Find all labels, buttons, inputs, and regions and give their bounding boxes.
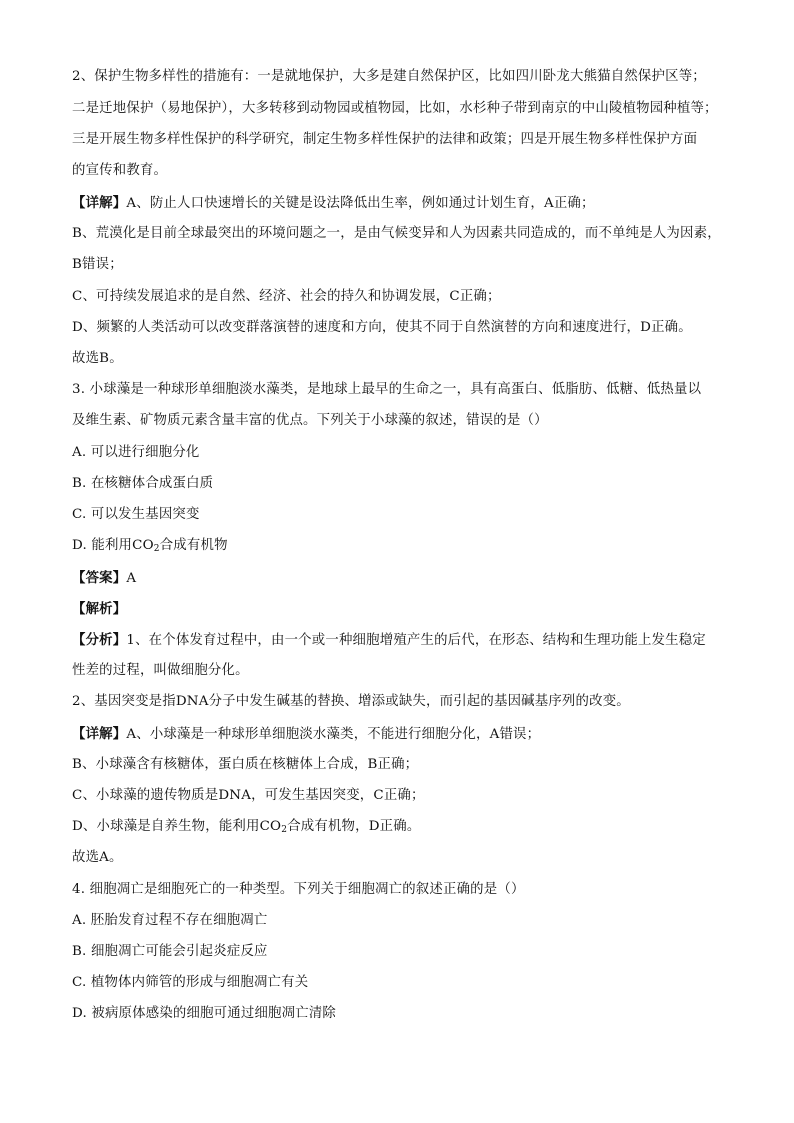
q4-option-d: D. 被病原体感染的细胞可通过细胞凋亡清除 bbox=[72, 1006, 337, 1021]
q3-detail-d-pre: D、小球藻是自养生物，能利用CO bbox=[72, 819, 282, 834]
q2-detail-a-text: A、防止人口快速增长的关键是设法降低出生率，例如通过计划生育，A正确； bbox=[126, 196, 595, 211]
q3-detail-b: B、小球藻含有核糖体，蛋白质在核糖体上合成，B正确； bbox=[72, 757, 419, 772]
q3-fenxi-1-line-2: 性差的过程，叫做细胞分化。 bbox=[72, 663, 249, 678]
q3-option-d-pre: D. 能利用CO bbox=[72, 538, 154, 553]
q3-option-d-sub: 2 bbox=[153, 544, 160, 554]
q4-stem: 4. 细胞凋亡是细胞死亡的一种类型。下列关于细胞凋亡的叙述正确的是（） bbox=[72, 882, 525, 897]
q4-option-a: A. 胚胎发育过程不存在细胞凋亡 bbox=[72, 913, 268, 928]
q2-detail-c: C、可持续发展追求的是自然、经济、社会的持久和协调发展，C正确； bbox=[72, 289, 501, 304]
q2-detail-a bbox=[72, 194, 595, 213]
q3-answer bbox=[72, 569, 136, 588]
detail-tag: 【详解】 bbox=[72, 726, 127, 742]
q3-detail-d-sub: 2 bbox=[281, 825, 288, 835]
q2-detail-b-line-1: B、荒漠化是目前全球最突出的环境问题之一，是由气候变异和人为因素共同造成的，而不单纯是人为因素， bbox=[72, 226, 721, 241]
q3-option-d bbox=[72, 537, 228, 555]
q3-detail-a-text: A、小球藻是一种球形单细胞淡水藻类，不能进行细胞分化，A错误； bbox=[126, 727, 541, 742]
q3-detail-d-post: 合成有机物，D正确。 bbox=[287, 819, 421, 834]
answer-tag: 【答案】 bbox=[72, 570, 127, 586]
q2-choose: 故选B。 bbox=[72, 351, 123, 366]
q3-choose: 故选A。 bbox=[72, 850, 123, 865]
q3-option-a: A. 可以进行细胞分化 bbox=[72, 445, 200, 460]
fenxi-tag: 【分析】 bbox=[72, 632, 127, 648]
q2-detail-d: D、频繁的人类活动可以改变群落演替的速度和方向，使其不同于自然演替的方向和速度进行，D正确。 bbox=[72, 320, 692, 335]
q3-analysis-tag: 【解析】 bbox=[72, 601, 127, 617]
q3-detail-a bbox=[72, 725, 540, 744]
q3-fenxi-1-line-1 bbox=[72, 631, 706, 650]
q3-option-c: C. 可以发生基因突变 bbox=[72, 507, 200, 522]
detail-tag: 【详解】 bbox=[72, 195, 127, 211]
q4-option-c: C. 植物体内筛管的形成与细胞凋亡有关 bbox=[72, 975, 309, 990]
q3-fenxi-1-text: 1、在个体发育过程中，由一个或一种细胞增殖产生的后代，在形态、结构和生理功能上发生稳定 bbox=[126, 633, 706, 648]
q2-measures-line-2: 二是迁地保护（易地保护），大多转移到动物园或植物园，比如，水杉种子带到南京的中山陵植物园种植等； bbox=[72, 101, 718, 116]
q3-detail-d bbox=[72, 818, 420, 836]
q3-stem-line-2: 及维生素、矿物质元素含量丰富的优点。下列关于小球藻的叙述，错误的是（） bbox=[72, 413, 548, 428]
q2-measures-line-3: 三是开展生物多样性保护的科学研究，制定生物多样性保护的法律和政策；四是开展生物多样性保护方面 bbox=[72, 132, 698, 147]
q3-stem-line-1: 3. 小球藻是一种球形单细胞淡水藻类，是地球上最早的生命之一，具有高蛋白、低脂肪、低糖、低热量以 bbox=[72, 382, 702, 397]
q3-option-b: B. 在核糖体合成蛋白质 bbox=[72, 476, 214, 491]
q2-measures-line-4: 的宣传和教育。 bbox=[72, 163, 168, 178]
q3-option-d-post: 合成有机物 bbox=[159, 538, 228, 553]
q3-fenxi-2: 2、基因突变是指DNA分子中发生碱基的替换、增添或缺失，而引起的基因碱基序列的改变。 bbox=[72, 694, 630, 709]
answer-value: A bbox=[126, 571, 137, 586]
q2-detail-b-line-2: B错误； bbox=[72, 257, 123, 272]
q3-detail-c: C、小球藻的遗传物质是DNA，可发生基因突变，C正确； bbox=[72, 788, 425, 803]
q2-measures-line-1: 2、保护生物多样性的措施有：一是就地保护，大多是建自然保护区，比如四川卧龙大熊猫自然保护区等； bbox=[72, 69, 706, 84]
q4-option-b: B. 细胞凋亡可能会引起炎症反应 bbox=[72, 944, 268, 959]
